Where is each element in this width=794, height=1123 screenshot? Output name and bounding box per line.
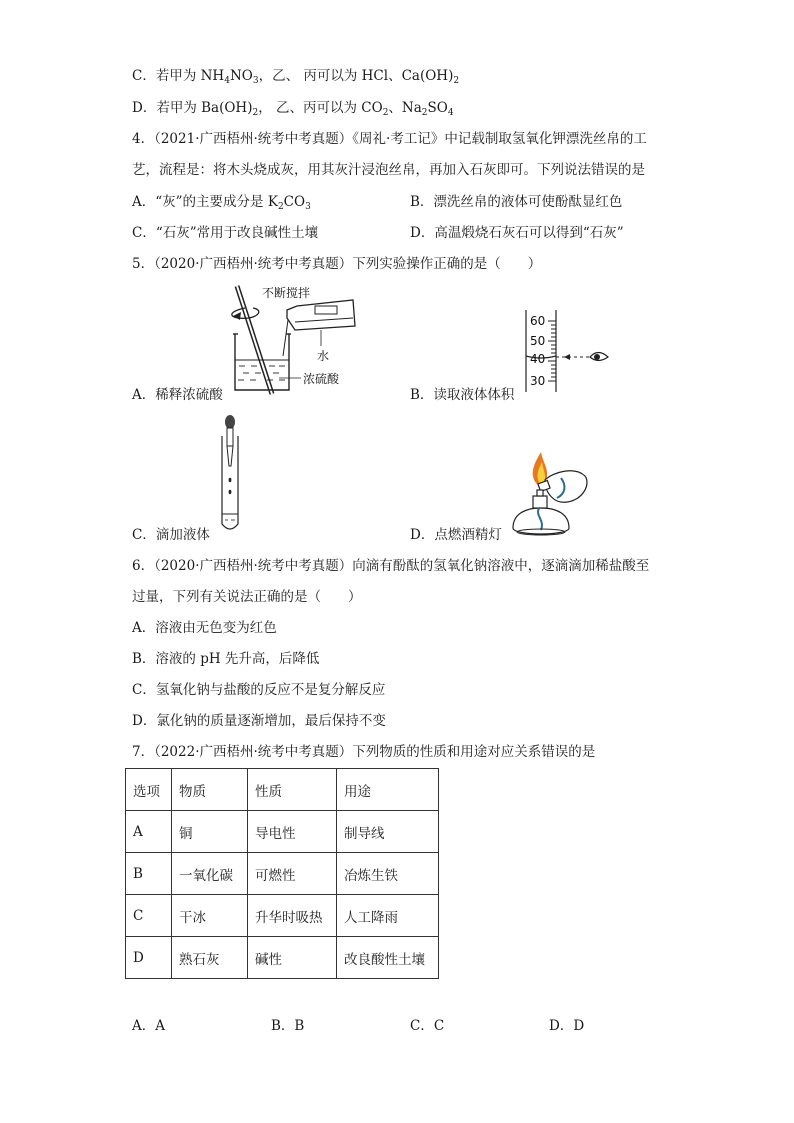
q7-answer-b: B．B — [271, 1018, 305, 1034]
table-cell: 碱性 — [248, 937, 337, 979]
q7-answer-d: D．D — [549, 1018, 585, 1034]
label-conc-acid: 浓硫酸 — [303, 372, 340, 386]
table-cell: C — [126, 895, 172, 937]
q5-option-c: C．滴加液体 — [132, 527, 210, 543]
q7-answer-a: A．A — [132, 1018, 165, 1034]
table-cell: 熟石灰 — [172, 937, 248, 979]
q5-option-b: B．读取液体体积 — [410, 387, 515, 403]
q4-option-d: D．高温煅烧石灰石可以得到“石灰” — [410, 225, 624, 241]
table-header-cell: 选项 — [126, 769, 172, 811]
q3-option-d: D．若甲为 $Ba(OH)_2$， 乙、丙可以为 $CO_2$、$Na_2SO_4$ — [132, 100, 454, 118]
q6-option-d: D．氯化钠的质量逐渐增加，最后保持不变 — [132, 713, 386, 729]
q6-stem-line1: 6．（2020·广西梧州·统考中考真题）向滴有酚酞的氢氧化钠溶液中，逐滴滴加稀盐酸至 — [132, 558, 650, 574]
table-cell: 冶炼生铁 — [337, 853, 439, 895]
figure-dilute-acid — [225, 282, 375, 402]
label-water: 水 — [317, 349, 330, 363]
q7-table — [125, 768, 439, 979]
q3-option-c: C．若甲为 $NH_4NO_3$，乙、 丙可以为 HCl、$Ca(OH)_2$ — [132, 68, 460, 86]
q4-option-b: B．漂洗丝帛的液体可使酚酞显红色 — [410, 194, 623, 210]
table-row — [126, 853, 439, 895]
q7-stem: 7．（2022·广西梧州·统考中考真题）下列物质的性质和用途对应关系错误的是 — [132, 744, 596, 760]
table-header-cell: 物质 — [172, 769, 248, 811]
table-cell: 升华时吸热 — [248, 895, 337, 937]
table-cell: B — [126, 853, 172, 895]
label-stir: 不断搅拌 — [262, 286, 311, 300]
q6-option-b: B．溶液的 pH 先升高，后降低 — [132, 651, 320, 667]
table-row — [126, 937, 439, 979]
q4-option-c: C．“石灰”常用于改良碱性土壤 — [132, 225, 319, 241]
table-row — [126, 895, 439, 937]
table-cell: 改良酸性土壤 — [337, 937, 439, 979]
q6-stem-line2: 过量，下列有关说法正确的是（ ） — [132, 589, 362, 605]
table-cell: 导电性 — [248, 811, 337, 853]
table-cell: D — [126, 937, 172, 979]
figure-alcohol-lamps — [505, 448, 595, 543]
figure-dropper — [215, 412, 255, 537]
q7-answer-c: C．C — [410, 1018, 445, 1034]
q5-option-a: A．稀释浓硫酸 — [132, 387, 223, 403]
q6-option-a: A．溶液由无色变为红色 — [132, 620, 277, 636]
eye-icon — [590, 353, 608, 361]
q5-option-d: D．点燃酒精灯 — [410, 527, 502, 543]
table-header-row — [126, 769, 439, 811]
table-cell: 可燃性 — [248, 853, 337, 895]
table-row — [126, 811, 439, 853]
table-cell: 铜 — [172, 811, 248, 853]
q4-stem-line1: 4．（2021·广西梧州·统考中考真题）《周礼·考工记》中记载制取氢氧化钾漂洗丝帛的工 — [132, 131, 647, 147]
table-cell: A — [126, 811, 172, 853]
tick-label: 30 — [530, 374, 546, 388]
q4-stem-line2: 艺，流程是：将木头烧成灰，用其灰汁浸泡丝帛，再加入石灰即可。下列说法错误的是 — [132, 162, 645, 178]
q4-option-a: A．“灰”的主要成分是 $K_2CO_3$ — [132, 194, 311, 212]
q5-stem: 5．（2020·广西梧州·统考中考真题）下列实验操作正确的是（ ） — [132, 256, 542, 272]
tick-label: 50 — [530, 334, 546, 348]
table-header-cell: 性质 — [248, 769, 337, 811]
table-cell: 人工降雨 — [337, 895, 439, 937]
table-cell: 制导线 — [337, 811, 439, 853]
table-cell: 干冰 — [172, 895, 248, 937]
figure-graduated-cylinder — [520, 306, 620, 396]
q6-option-c: C．氢氧化钠与盐酸的反应不是复分解反应 — [132, 682, 386, 698]
tick-label: 40 — [530, 352, 546, 366]
table-cell: 一氧化碳 — [172, 853, 248, 895]
table-header-cell: 用途 — [337, 769, 439, 811]
tick-label: 60 — [530, 314, 546, 328]
